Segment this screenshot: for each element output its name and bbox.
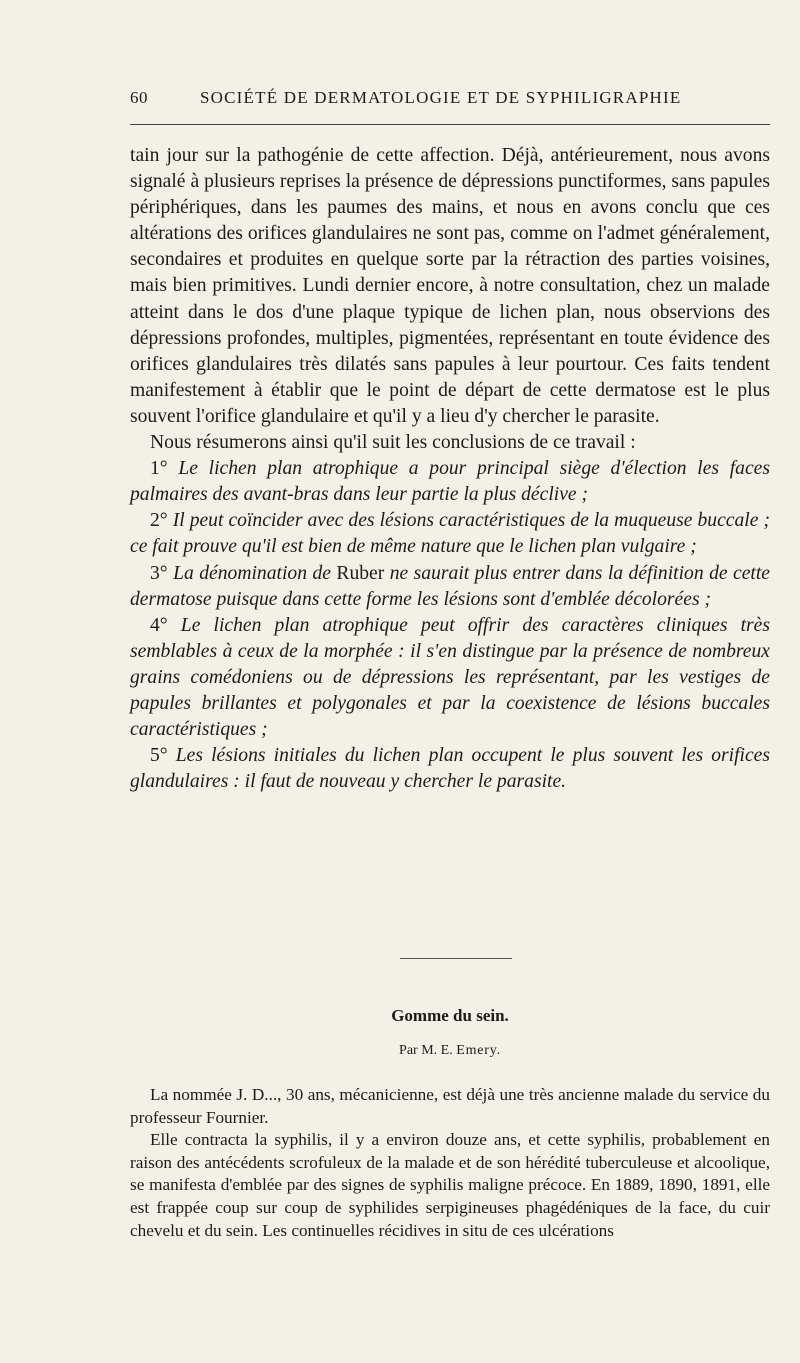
article-text [130, 1084, 770, 1242]
conclusion-2 [130, 508, 770, 560]
conclusion-number: 3° [150, 562, 168, 584]
conclusion-number: 2° [150, 510, 168, 532]
header-rule [130, 124, 770, 125]
paragraph: tain jour sur la pathogénie de cette affection. Déjà, antérieurement, nous avons signalé à plusieurs reprises la présence de dépressions punctiformes, sans papules périphériques, dans les paumes des mains, et nous en avons conclu que ces altérations des orifices glandulaires ne sont pas, comme on l'admet généralement, secondaires et produites en quelque sorte par la rétraction des parties voisines, mais bien primitives. Lundi dernier encore, à notre consultation, chez un malade atteint dans le dos d'une plaque typique de lichen plan, nous observions des dépressions profondes, multiples, pigmentées, représentant en toute évidence des orifices glandulaires très dilatés sans papules à leur pourtour. Ces faits tendent manifestement à établir que le point de départ de cette dermatose est le plus souvent l'orifice glandulaire et qu'il y a lieu d'y chercher le parasite. [130, 145, 770, 427]
main-text [130, 143, 770, 795]
paragraph: Elle contracta la syphilis, il y a environ douze ans, et cette syphilis, probablement en raison des antécédents scrofuleux de la malade et de son hérédité tuberculeuse et alcoolique, se manifesta d'emblée par des signes de syphilis maligne précoce. En 1889, 1890, 1891, elle est frappée coup sur coup de syphilides serpigineuses phagédéniques de la face, du cuir chevelu et du sein. Les continuelles récidives in situ de ces ulcérations [130, 1130, 770, 1240]
section-separator [400, 958, 512, 959]
conclusion-1 [130, 456, 770, 508]
author-name: Emery. [456, 1043, 501, 1058]
conclusion-text: Les lésions initiales du lichen plan occupent le plus souvent les orifices glandulaires : il faut de nouveau y chercher le parasite. [130, 745, 770, 793]
byline-prefix: Par M. E. [399, 1043, 453, 1058]
page-number: 60 [130, 88, 148, 107]
conclusion-text: La dénomination de [173, 562, 331, 584]
conclusion-number: 4° [150, 614, 168, 636]
paragraph: La nommée J. D..., 30 ans, mécanicienne, est déjà une très ancienne malade du service du professeur Fournier. [130, 1085, 770, 1127]
conclusion-number: 1° [150, 458, 168, 480]
conclusion-3 [130, 561, 770, 613]
article-title: Gomme du sein. [391, 1006, 509, 1025]
conclusion-text: Le lichen plan atrophique peut offrir des caractères cliniques très semblables à ceux de la morphée : il s'en distingue par la présence de nombreux grains comédoniens ou de dépressions les représentant, par les vestiges de papules brillantes et polygonales et par la coexistence de lésions buccales caractéristiques ; [130, 614, 770, 741]
conclusion-4 [130, 613, 770, 743]
conclusion-number: 5° [150, 745, 168, 767]
conclusion-text: ne saurait plus entrer dans la définition de cette dermatose puisque dans cette forme les lésions sont d'emblée décolorées ; [130, 562, 770, 610]
conclusion-term: Ruber [336, 562, 385, 584]
running-title: SOCIÉTÉ DE DERMATOLOGIE ET DE SYPHILIGRAPHIE [200, 88, 682, 107]
conclusion-5 [130, 743, 770, 795]
conclusion-text: Le lichen plan atrophique a pour principal siège d'élection les faces palmaires des avant-bras dans leur partie la plus déclive ; [130, 458, 770, 506]
conclusion-text: Il peut coïncider avec des lésions caractéristiques de la muqueuse buccale ; ce fait prouve qu'il est bien de même nature que le lichen plan vulgaire ; [130, 510, 770, 558]
article-byline [130, 1043, 770, 1059]
paragraph: Nous résumerons ainsi qu'il suit les conclusions de ce travail : [150, 432, 636, 454]
